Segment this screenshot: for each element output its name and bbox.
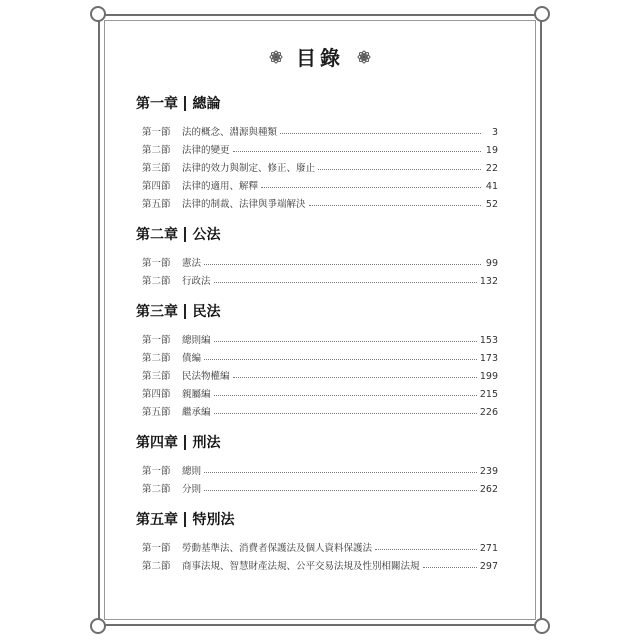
section-title: 法的概念、淵源與種類 bbox=[182, 127, 278, 138]
page-number: 99 bbox=[485, 258, 498, 269]
dot-leader bbox=[309, 205, 481, 206]
chapter-title: 公法 bbox=[192, 227, 221, 243]
page-number: 239 bbox=[479, 466, 498, 477]
section-title: 勞動基準法、消費者保護法及個人資料保護法 bbox=[182, 543, 373, 554]
page-number: 132 bbox=[479, 276, 498, 287]
section-title: 分則 bbox=[182, 484, 202, 495]
section-number: 第一節 bbox=[142, 543, 171, 554]
chapter-label: 第五章 bbox=[136, 512, 178, 528]
section-number: 第二節 bbox=[142, 276, 171, 287]
lotus-flower-icon bbox=[356, 49, 372, 65]
chapter-heading[interactable] bbox=[136, 223, 498, 245]
section-number: 第二節 bbox=[142, 353, 171, 364]
chapter-title: 特別法 bbox=[192, 512, 235, 528]
toc-entry[interactable] bbox=[136, 346, 498, 364]
page-number: 271 bbox=[479, 543, 498, 554]
page-number: 19 bbox=[485, 145, 498, 156]
section-number: 第二節 bbox=[142, 145, 171, 156]
section-title: 法律的變更 bbox=[182, 145, 230, 156]
page-number: 153 bbox=[479, 335, 498, 346]
section-title: 法律的效力與制定、修正、廢止 bbox=[182, 163, 316, 174]
page-number: 226 bbox=[479, 407, 498, 418]
toc-entry[interactable] bbox=[136, 400, 498, 418]
page-number: 173 bbox=[479, 353, 498, 364]
toc-entry[interactable] bbox=[136, 156, 498, 174]
chapter-heading[interactable] bbox=[136, 431, 498, 453]
section-title: 親屬編 bbox=[182, 389, 211, 400]
chapter-2 bbox=[136, 223, 498, 287]
toc-entry[interactable] bbox=[136, 269, 498, 287]
toc-entry[interactable] bbox=[136, 554, 498, 572]
chapter-heading[interactable] bbox=[136, 508, 498, 530]
toc-entry[interactable] bbox=[136, 459, 498, 477]
dot-leader bbox=[214, 395, 477, 396]
chapter-heading[interactable] bbox=[136, 92, 498, 114]
section-number: 第五節 bbox=[142, 407, 171, 418]
toc-entry[interactable] bbox=[136, 382, 498, 400]
table-of-contents bbox=[136, 92, 498, 585]
dot-leader bbox=[214, 341, 477, 342]
section-title: 民法物權編 bbox=[182, 371, 230, 382]
dot-leader bbox=[204, 472, 477, 473]
section-number: 第五節 bbox=[142, 199, 171, 210]
page-number: 199 bbox=[479, 371, 498, 382]
chapter-separator bbox=[184, 512, 186, 527]
section-title: 總則 bbox=[182, 466, 202, 477]
page-number: 52 bbox=[485, 199, 498, 210]
toc-entry[interactable] bbox=[136, 174, 498, 192]
chapter-5 bbox=[136, 508, 498, 572]
section-number: 第一節 bbox=[142, 258, 171, 269]
section-title: 債編 bbox=[182, 353, 202, 364]
section-number: 第二節 bbox=[142, 561, 171, 572]
dot-leader bbox=[261, 187, 481, 188]
section-title: 商事法規、智慧財產法規、公平交易法規及性別相關法規 bbox=[182, 561, 420, 572]
chapter-label: 第一章 bbox=[136, 96, 178, 112]
border-corner-ornament bbox=[90, 6, 106, 22]
chapter-label: 第三章 bbox=[136, 304, 178, 320]
toc-entry[interactable] bbox=[136, 120, 498, 138]
toc-entry[interactable] bbox=[136, 251, 498, 269]
chapter-title: 刑法 bbox=[192, 435, 221, 451]
section-number: 第三節 bbox=[142, 163, 171, 174]
page-number: 297 bbox=[479, 561, 498, 572]
toc-entry[interactable] bbox=[136, 364, 498, 382]
section-number: 第三節 bbox=[142, 371, 171, 382]
toc-entry[interactable] bbox=[136, 192, 498, 210]
page-number: 22 bbox=[485, 163, 498, 174]
section-title: 法律的制裁、法律與爭端解決 bbox=[182, 199, 306, 210]
dot-leader bbox=[318, 169, 481, 170]
chapter-separator bbox=[184, 304, 186, 319]
chapter-heading[interactable] bbox=[136, 300, 498, 322]
border-corner-ornament bbox=[534, 6, 550, 22]
dot-leader bbox=[214, 413, 477, 414]
dot-leader bbox=[204, 264, 481, 265]
toc-header bbox=[0, 42, 640, 71]
section-number: 第一節 bbox=[142, 466, 171, 477]
section-number: 第四節 bbox=[142, 181, 171, 192]
chapter-3 bbox=[136, 300, 498, 418]
chapter-4 bbox=[136, 431, 498, 495]
border-corner-ornament bbox=[90, 618, 106, 634]
dot-leader bbox=[423, 567, 477, 568]
chapter-separator bbox=[184, 435, 186, 450]
dot-leader bbox=[204, 359, 477, 360]
section-title: 繼承編 bbox=[182, 407, 211, 418]
dot-leader bbox=[214, 282, 477, 283]
toc-entry[interactable] bbox=[136, 138, 498, 156]
page-title: 目錄 bbox=[296, 46, 344, 70]
toc-entry[interactable] bbox=[136, 536, 498, 554]
border-corner-ornament bbox=[534, 618, 550, 634]
page-number: 262 bbox=[479, 484, 498, 495]
section-number: 第四節 bbox=[142, 389, 171, 400]
section-title: 行政法 bbox=[182, 276, 211, 287]
dot-leader bbox=[280, 133, 481, 134]
toc-entry[interactable] bbox=[136, 477, 498, 495]
dot-leader bbox=[233, 151, 481, 152]
chapter-title: 總論 bbox=[192, 96, 221, 112]
chapter-title: 民法 bbox=[192, 304, 221, 320]
page-number: 3 bbox=[491, 127, 498, 138]
chapter-separator bbox=[184, 227, 186, 242]
section-number: 第二節 bbox=[142, 484, 171, 495]
page-number: 215 bbox=[479, 389, 498, 400]
chapter-label: 第二章 bbox=[136, 227, 178, 243]
section-title: 法律的適用、解釋 bbox=[182, 181, 259, 192]
toc-entry[interactable] bbox=[136, 328, 498, 346]
section-title: 總則編 bbox=[182, 335, 211, 346]
chapter-separator bbox=[184, 96, 186, 111]
chapter-label: 第四章 bbox=[136, 435, 178, 451]
dot-leader bbox=[204, 490, 477, 491]
lotus-flower-icon bbox=[268, 49, 284, 65]
page-number: 41 bbox=[485, 181, 498, 192]
dot-leader bbox=[233, 377, 477, 378]
chapter-1 bbox=[136, 92, 498, 210]
section-number: 第一節 bbox=[142, 127, 171, 138]
section-title: 憲法 bbox=[182, 258, 202, 269]
dot-leader bbox=[375, 549, 477, 550]
section-number: 第一節 bbox=[142, 335, 171, 346]
